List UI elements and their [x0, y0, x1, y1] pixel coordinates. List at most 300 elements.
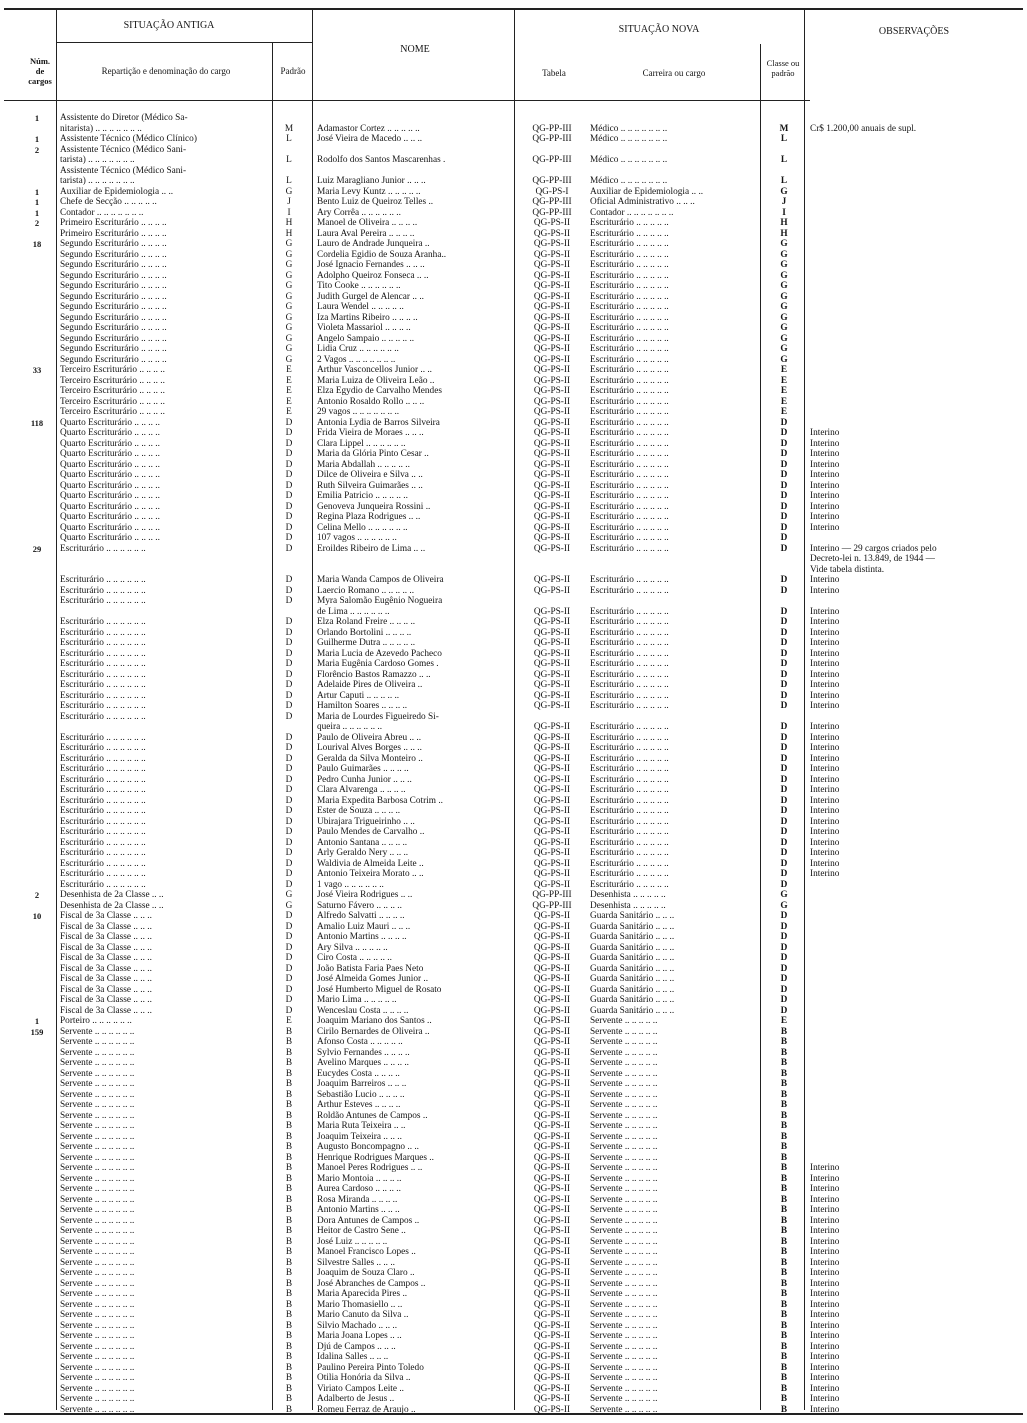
- carreira-cell: Escriturário .. .. .. .. ..: [590, 680, 669, 690]
- table-row: [0, 197, 1027, 208]
- carreira-cell: Servente .. .. .. .. ..: [590, 1047, 658, 1058]
- tabela-cell: QG-PS-II: [533, 1310, 571, 1320]
- classe-cell: B: [780, 1131, 788, 1142]
- table-row: [0, 166, 1027, 177]
- tabela-cell: QG-PS-II: [533, 743, 571, 753]
- nome-cell: Maria Ruta Teixeira .. ..: [317, 1121, 406, 1131]
- reparticao-cell: Escriturário .. .. .. .. .. ..: [60, 774, 146, 785]
- carreira-cell: Servente .. .. .. .. ..: [590, 1268, 658, 1278]
- nome-cell: Hamilton Soares .. .. .. ..: [317, 701, 408, 711]
- observacoes-cell: Interino: [810, 722, 840, 732]
- table-row: [0, 512, 1027, 523]
- classe-cell: D: [780, 837, 788, 848]
- table-row: [0, 407, 1027, 418]
- classe-cell: D: [780, 806, 788, 816]
- padrao-cell: G: [285, 239, 293, 249]
- observacoes-cell: Interino: [810, 1352, 840, 1362]
- classe-cell: B: [780, 1278, 788, 1289]
- observacoes-cell: Interino: [810, 764, 840, 774]
- tabela-cell: QG-PS-II: [533, 1341, 571, 1352]
- padrao-cell: B: [285, 1037, 293, 1047]
- reparticao-cell: Servente .. .. .. .. .. ..: [60, 1278, 135, 1289]
- table-row: [0, 271, 1027, 282]
- nome-cell: Mario Canuto da Silva ..: [317, 1310, 409, 1320]
- tabela-cell: QG-PS-II: [533, 1089, 571, 1100]
- observacoes-cell: Interino: [810, 1163, 840, 1173]
- padrao-cell: D: [285, 869, 293, 879]
- classe-cell: B: [780, 1037, 788, 1047]
- padrao-cell: E: [286, 365, 292, 375]
- nome-cell: Afonso Costa .. .. .. .. ..: [317, 1037, 403, 1047]
- padrao-cell: G: [285, 344, 293, 354]
- table-row: [0, 596, 1027, 607]
- reparticao-cell: Escriturário .. .. .. .. .. ..: [60, 659, 146, 669]
- header-situacao-nova: SITUAÇÃO NOVA: [618, 24, 700, 35]
- nome-cell: Romeu Ferraz de Araujo ..: [317, 1404, 416, 1415]
- carreira-cell: Escriturário .. .. .. .. ..: [590, 281, 669, 291]
- carreira-cell: Escriturário .. .. .. .. ..: [590, 753, 669, 764]
- nome-cell: Paulo Mendes de Carvalho ..: [317, 827, 425, 837]
- nome-cell: Antonio Martins .. .. ..: [317, 1205, 400, 1215]
- table-row: [0, 1300, 1027, 1311]
- reparticao-cell: Servente .. .. .. .. .. ..: [60, 1026, 135, 1037]
- padrao-cell: B: [285, 1163, 293, 1173]
- header-tabela: Tabela: [542, 68, 566, 78]
- reparticao-cell: Escriturário .. .. .. .. .. ..: [60, 690, 146, 701]
- reparticao-cell: tarista) .. .. .. .. .. .. ..: [60, 155, 135, 165]
- nome-cell: Genoveva Junqueira Rossini ..: [317, 501, 431, 512]
- table-row: [0, 1016, 1027, 1027]
- tabela-cell: QG-PP-III: [532, 890, 572, 900]
- observacoes-cell: Interino: [810, 680, 840, 690]
- nome-cell: Dora Antunes de Campos ..: [317, 1215, 420, 1226]
- nome-cell: José Vieira de Macedo .. .. ..: [317, 134, 423, 144]
- observacoes-cell: Interino: [810, 1341, 840, 1352]
- classe-cell: D: [780, 732, 788, 743]
- observacoes-cell: Decreto-lei n. 13.849, de 1944 —: [810, 554, 935, 564]
- table-row: [0, 250, 1027, 261]
- classe-cell: B: [780, 1079, 788, 1089]
- observacoes-cell: Interino: [810, 1173, 840, 1184]
- tabela-cell: QG-PS-II: [533, 1236, 571, 1247]
- observacoes-cell: Interino: [810, 1194, 840, 1205]
- classe-cell: G: [780, 323, 788, 333]
- observacoes-cell: Interino: [810, 522, 840, 533]
- classe-cell: G: [780, 344, 788, 354]
- tabela-cell: QG-PP-III: [532, 155, 572, 165]
- padrao-cell: D: [285, 680, 293, 690]
- nome-cell: Elza Roland Freire .. .. .. ..: [317, 617, 416, 627]
- carreira-cell: Escriturário .. .. .. .. ..: [590, 333, 669, 344]
- carreira-cell: Escriturário .. .. .. .. ..: [590, 837, 669, 848]
- tabela-cell: QG-PS-II: [533, 732, 571, 743]
- tabela-cell: QG-PP-III: [532, 197, 572, 207]
- padrao-cell: J: [287, 197, 291, 207]
- carreira-cell: Servente .. .. .. .. ..: [590, 1362, 658, 1373]
- padrao-cell: B: [285, 1194, 293, 1205]
- reparticao-cell: Escriturário .. .. .. .. .. ..: [60, 596, 146, 606]
- nome-cell: Adolpho Queiroz Fonseca .. ..: [317, 270, 429, 281]
- observacoes-cell: Interino: [810, 1320, 840, 1331]
- observacoes-cell: Interino: [810, 1247, 840, 1257]
- nome-cell: Ary Corrêa .. .. .. .. .. ..: [317, 207, 401, 218]
- classe-cell: B: [780, 1310, 788, 1320]
- table-row: [0, 229, 1027, 240]
- nome-cell: Rodolfo dos Santos Mascarenhas .: [317, 155, 446, 165]
- padrao-cell: D: [285, 617, 293, 627]
- observacoes-cell: Interino: [810, 827, 840, 837]
- padrao-cell: B: [285, 1215, 293, 1226]
- carreira-cell: Escriturário .. .. .. .. ..: [590, 764, 669, 774]
- table-row: [0, 859, 1027, 870]
- classe-cell: E: [780, 407, 788, 417]
- table-row: [0, 428, 1027, 439]
- carreira-cell: Escriturário .. .. .. .. ..: [590, 743, 669, 753]
- carreira-cell: Servente .. .. .. .. ..: [590, 1026, 658, 1037]
- classe-cell: D: [780, 743, 788, 753]
- carreira-cell: Servente .. .. .. .. ..: [590, 1121, 658, 1131]
- table-row: [0, 134, 1027, 145]
- table-row: [0, 848, 1027, 859]
- reparticao-cell: Segundo Escriturário .. .. .. ..: [60, 344, 167, 354]
- tabela-cell: QG-PS-II: [533, 1268, 571, 1278]
- padrao-cell: B: [285, 1068, 293, 1079]
- carreira-cell: Escriturário .. .. .. .. ..: [590, 491, 669, 501]
- reparticao-cell: Escriturário .. .. .. .. .. ..: [60, 879, 146, 890]
- table-row: [0, 1163, 1027, 1174]
- nome-cell: Maria Lucia de Azevedo Pacheco: [317, 648, 442, 659]
- table-row: [0, 743, 1027, 754]
- observacoes-cell: Interino: [810, 1205, 840, 1215]
- num-cargos-cell: 2: [34, 218, 40, 228]
- reparticao-cell: Escriturário .. .. .. .. .. ..: [60, 806, 146, 816]
- nome-cell: Judith Gurgel de Alencar .. ..: [317, 291, 424, 302]
- table-row: [0, 124, 1027, 135]
- table-row: [0, 586, 1027, 597]
- table-row: [0, 1384, 1027, 1395]
- reparticao-cell: Fiscal de 3a Classe .. .. ..: [60, 995, 152, 1005]
- observacoes-cell: Interino: [810, 575, 840, 585]
- tabela-cell: QG-PS-II: [533, 1362, 571, 1373]
- table-row: [0, 1121, 1027, 1132]
- nome-cell: Orlando Bortolini .. .. .. ..: [317, 627, 412, 638]
- carreira-cell: Servente .. .. .. .. ..: [590, 1352, 658, 1362]
- padrao-cell: G: [285, 281, 293, 291]
- padrao-cell: D: [285, 438, 293, 449]
- reparticao-cell: Escriturário .. .. .. .. .. ..: [60, 680, 146, 690]
- observacoes-cell: Interino: [810, 816, 840, 827]
- reparticao-cell: Terceiro Escriturário .. .. .. ..: [60, 396, 165, 407]
- carreira-cell: Guarda Sanitário .. .. ..: [590, 963, 675, 974]
- tabela-cell: QG-PS-II: [533, 963, 571, 974]
- reparticao-cell: Segundo Escriturário .. .. .. ..: [60, 291, 167, 302]
- carreira-cell: Escriturário .. .. .. .. ..: [590, 785, 669, 795]
- nome-cell: Silvio Machado .. .. ..: [317, 1320, 398, 1331]
- reparticao-cell: Segundo Escriturário .. .. .. ..: [60, 302, 167, 312]
- carreira-cell: Guarda Sanitário .. .. ..: [590, 974, 675, 984]
- header-rule: [4, 100, 810, 101]
- tabela-cell: QG-PS-II: [533, 1173, 571, 1184]
- nome-cell: Antonio Santana .. .. .. ..: [317, 837, 408, 848]
- reparticao-cell: Escriturário .. .. .. .. .. ..: [60, 627, 146, 638]
- nome-cell: Tito Cooke .. .. .. .. .. ..: [317, 281, 401, 291]
- tabela-cell: QG-PS-II: [533, 312, 571, 323]
- carreira-cell: Escriturário .. .. .. .. ..: [590, 302, 669, 312]
- classe-cell: J: [781, 197, 787, 207]
- carreira-cell: Escriturário .. .. .. .. ..: [590, 344, 669, 354]
- padrao-cell: D: [285, 449, 293, 459]
- table-row: [0, 1184, 1027, 1195]
- observacoes-cell: Interino: [810, 638, 840, 648]
- nome-cell: Cirilo Bernardes de Oliveira ..: [317, 1026, 430, 1037]
- table-row: [0, 628, 1027, 639]
- tabela-cell: QG-PS-II: [533, 806, 571, 816]
- padrao-cell: B: [285, 1247, 293, 1257]
- observacoes-cell: Interino: [810, 743, 840, 753]
- padrao-cell: G: [285, 302, 293, 312]
- classe-cell: D: [780, 459, 788, 470]
- classe-cell: D: [780, 921, 788, 932]
- padrao-cell: B: [285, 1152, 293, 1163]
- table-row: [0, 1111, 1027, 1122]
- header-observacoes: OBSERVAÇÕES: [878, 26, 950, 37]
- observacoes-cell: Interino: [810, 606, 840, 617]
- classe-cell: D: [780, 816, 788, 827]
- classe-cell: B: [780, 1142, 788, 1152]
- table-row: [0, 554, 1027, 565]
- tabela-cell: QG-PS-II: [533, 764, 571, 774]
- carreira-cell: Escriturário .. .. .. .. ..: [590, 701, 669, 711]
- tabela-cell: QG-PS-II: [533, 837, 571, 848]
- table-row: [0, 439, 1027, 450]
- padrao-cell: B: [285, 1047, 293, 1058]
- tabela-cell: QG-PS-II: [533, 1058, 571, 1068]
- classe-cell: B: [780, 1110, 788, 1121]
- table-row: [0, 460, 1027, 471]
- nome-cell: Paulino Pereira Pinto Toledo: [317, 1362, 424, 1373]
- classe-cell: D: [780, 984, 788, 995]
- nome-cell: Angelo Sampaio .. .. .. .. ..: [317, 333, 415, 344]
- table-row: [0, 1048, 1027, 1059]
- table-row: [0, 1394, 1027, 1405]
- header-nome: NOME: [400, 44, 430, 55]
- nome-cell: João Batista Faria Paes Neto: [317, 963, 424, 974]
- reparticao-cell: Servente .. .. .. .. .. ..: [60, 1331, 135, 1341]
- carreira-cell: Médico .. .. .. .. .. .. ..: [590, 123, 668, 134]
- table-row: [0, 281, 1027, 292]
- reparticao-cell: Servente .. .. .. .. .. ..: [60, 1100, 135, 1110]
- carreira-cell: Escriturário .. .. .. .. ..: [590, 249, 669, 260]
- reparticao-cell: Terceiro Escriturário .. .. .. ..: [60, 386, 165, 396]
- carreira-cell: Servente .. .. .. .. ..: [590, 1152, 658, 1163]
- padrao-cell: B: [285, 1383, 293, 1394]
- nome-cell: Avelino Marques .. .. .. ..: [317, 1058, 410, 1068]
- reparticao-cell: Quarto Escriturário .. .. .. ..: [60, 480, 160, 491]
- carreira-cell: Médico .. .. .. .. .. .. ..: [590, 134, 668, 144]
- carreira-cell: Servente .. .. .. .. ..: [590, 1068, 658, 1079]
- classe-cell: D: [780, 585, 788, 596]
- table-row: [0, 617, 1027, 628]
- carreira-cell: Servente .. .. .. .. ..: [590, 1320, 658, 1331]
- padrao-cell: G: [285, 291, 293, 302]
- reparticao-cell: Segundo Escriturário .. .. .. ..: [60, 249, 167, 260]
- reparticao-cell: Fiscal de 3a Classe .. .. ..: [60, 974, 152, 984]
- table-row: [0, 187, 1027, 198]
- carreira-cell: Escriturário .. .. .. .. ..: [590, 291, 669, 302]
- nome-cell: Manoel de Oliveira .. .. .. ..: [317, 218, 418, 228]
- nome-cell: Cordelia Egidio de Souza Aranha..: [317, 249, 447, 260]
- classe-cell: D: [780, 648, 788, 659]
- padrao-cell: D: [285, 911, 293, 921]
- classe-cell: G: [780, 260, 788, 270]
- classe-cell: D: [780, 795, 788, 806]
- observacoes-cell: Interino: [810, 1404, 840, 1415]
- classe-cell: G: [780, 302, 788, 312]
- tabela-cell: QG-PS-II: [533, 617, 571, 627]
- observacoes-cell: Interino: [810, 1278, 840, 1289]
- padrao-cell: D: [285, 711, 293, 722]
- tabela-cell: QG-PS-II: [533, 1152, 571, 1163]
- table-row: [0, 376, 1027, 387]
- nome-cell: Maria da Glória Pinto Cesar ..: [317, 449, 429, 459]
- reparticao-cell: Fiscal de 3a Classe .. .. ..: [60, 921, 152, 932]
- observacoes-cell: Interino: [810, 732, 840, 743]
- observacoes-cell: Interino: [810, 1331, 840, 1341]
- nome-cell: Manoel Peres Rodrigues .. ..: [317, 1163, 423, 1173]
- tabela-cell: QG-PS-II: [533, 1184, 571, 1194]
- reparticao-cell: Servente .. .. .. .. .. ..: [60, 1394, 135, 1404]
- table-row: [0, 607, 1027, 618]
- table-row: [0, 113, 1027, 124]
- table-row: [0, 1258, 1027, 1269]
- observacoes-cell: Interino: [810, 1394, 840, 1404]
- reparticao-cell: Primeiro Escriturário .. .. .. ..: [60, 218, 167, 228]
- table-row: [0, 922, 1027, 933]
- table-row: [0, 964, 1027, 975]
- reparticao-cell: Servente .. .. .. .. .. ..: [60, 1352, 135, 1362]
- tabela-cell: QG-PS-II: [533, 291, 571, 302]
- num-cargos-cell: 1: [34, 186, 40, 197]
- nome-cell: Ary Silva .. .. .. .. ..: [317, 942, 388, 953]
- num-cargos-cell: 1: [34, 207, 40, 218]
- nome-cell: Paulo Guimarães .. .. .. ..: [317, 764, 409, 774]
- carreira-cell: Escriturário .. .. .. .. ..: [590, 795, 669, 806]
- nome-cell: de Lima .. .. .. .. .. ..: [317, 606, 390, 617]
- tabela-cell: QG-PS-II: [533, 858, 571, 869]
- nome-cell: Eucydes Costa .. .. .. ..: [317, 1068, 400, 1079]
- padrao-cell: G: [285, 186, 293, 197]
- num-cargos-cell: 159: [30, 1026, 44, 1037]
- classe-cell: G: [780, 354, 788, 365]
- classe-cell: B: [780, 1320, 788, 1331]
- reparticao-cell: Assistente do Diretor (Médico Sa-: [60, 113, 188, 123]
- padrao-cell: D: [285, 1005, 293, 1016]
- nome-cell: Mario Lima .. .. .. .. ..: [317, 995, 397, 1005]
- tabela-cell: QG-PS-II: [533, 491, 571, 501]
- tabela-cell: QG-PS-II: [533, 1121, 571, 1131]
- classe-cell: D: [780, 575, 788, 585]
- classe-cell: D: [780, 1005, 788, 1016]
- carreira-cell: Escriturário .. .. .. .. ..: [590, 669, 669, 680]
- reparticao-cell: Servente .. .. .. .. .. ..: [60, 1373, 135, 1383]
- tabela-cell: QG-PS-II: [533, 879, 571, 890]
- table-row: [0, 155, 1027, 166]
- classe-cell: B: [780, 1152, 788, 1163]
- carreira-cell: Guarda Sanitário .. .. ..: [590, 942, 675, 953]
- table-row: [0, 638, 1027, 649]
- padrao-cell: D: [285, 753, 293, 764]
- padrao-cell: D: [285, 816, 293, 827]
- table-row: [0, 344, 1027, 355]
- nome-cell: Regina Plaza Rodrigues .. ..: [317, 512, 421, 522]
- reparticao-cell: Auxiliar de Epidemiologia .. ..: [60, 186, 174, 197]
- reparticao-cell: Desenhista de 2a Classe .. ..: [60, 890, 164, 900]
- table-row: [0, 1331, 1027, 1342]
- tabela-cell: QG-PS-II: [533, 407, 571, 417]
- carreira-cell: Servente .. .. .. .. ..: [590, 1131, 658, 1142]
- padrao-cell: D: [285, 627, 293, 638]
- tabela-cell: QG-PS-II: [533, 1394, 571, 1404]
- nome-cell: Maria de Lourdes Figueiredo Si-: [317, 711, 439, 722]
- padrao-cell: D: [285, 575, 293, 585]
- table-row: [0, 1153, 1027, 1164]
- reparticao-cell: Escriturário .. .. .. .. .. ..: [60, 743, 146, 753]
- classe-cell: D: [780, 522, 788, 533]
- tabela-cell: QG-PS-II: [533, 1247, 571, 1257]
- padrao-cell: B: [285, 1184, 293, 1194]
- observacoes-cell: Interino: [810, 1289, 840, 1299]
- observacoes-cell: Vide tabela distinta.: [810, 564, 885, 575]
- reparticao-cell: Segundo Escriturário .. .. .. ..: [60, 333, 167, 344]
- classe-cell: D: [780, 606, 788, 617]
- padrao-cell: D: [285, 806, 293, 816]
- padrao-cell: D: [285, 995, 293, 1005]
- nome-cell: Roldão Antunes de Campos ..: [317, 1110, 428, 1121]
- tabela-cell: QG-PS-II: [533, 848, 571, 858]
- classe-cell: G: [780, 186, 788, 197]
- table-row: [0, 932, 1027, 943]
- table-row: [0, 838, 1027, 849]
- nome-cell: 2 Vagos .. .. .. .. .. .. ..: [317, 354, 396, 365]
- tabela-cell: QG-PS-II: [533, 333, 571, 344]
- carreira-cell: Escriturário .. .. .. .. ..: [590, 816, 669, 827]
- carreira-cell: Servente .. .. .. .. ..: [590, 1247, 658, 1257]
- table-row: [0, 890, 1027, 901]
- table-row: [0, 985, 1027, 996]
- table-row: [0, 218, 1027, 229]
- reparticao-cell: Segundo Escriturário .. .. .. ..: [60, 281, 167, 291]
- observacoes-cell: Interino: [810, 1257, 840, 1268]
- carreira-cell: Servente .. .. .. .. ..: [590, 1194, 658, 1205]
- reparticao-cell: Terceiro Escriturário .. .. .. ..: [60, 375, 165, 386]
- table-row: [0, 974, 1027, 985]
- observacoes-cell: Interino: [810, 774, 840, 785]
- nome-cell: Arthur Esteves .. .. .. ..: [317, 1100, 401, 1110]
- observacoes-cell: Interino: [810, 480, 840, 491]
- tabela-cell: QG-PS-II: [533, 218, 571, 228]
- tabela-cell: QG-PS-II: [533, 921, 571, 932]
- reparticao-cell: Servente .. .. .. .. .. ..: [60, 1205, 135, 1215]
- padrao-cell: D: [285, 417, 293, 428]
- table-row: [0, 1006, 1027, 1017]
- classe-cell: L: [780, 155, 788, 165]
- header-subrule-left: [56, 42, 312, 43]
- nome-cell: Joaquim Barreiros .. .. ..: [317, 1079, 407, 1089]
- classe-cell: D: [780, 480, 788, 491]
- nome-cell: Myra Salomão Eugênio Nogueira: [317, 596, 443, 606]
- tabela-cell: QG-PS-II: [533, 606, 571, 617]
- tabela-cell: QG-PS-II: [533, 585, 571, 596]
